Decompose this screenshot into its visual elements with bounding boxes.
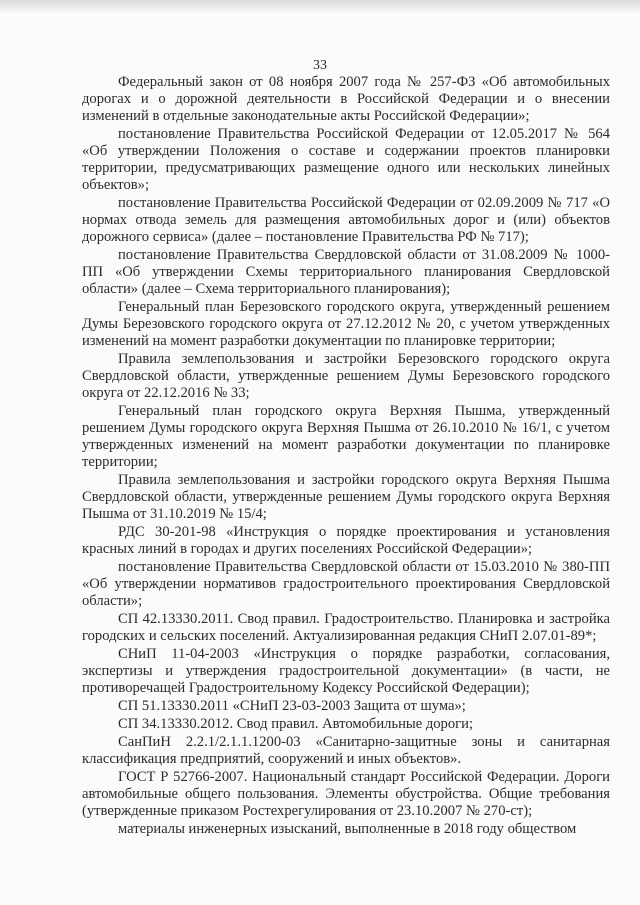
page-number: 33 [313,58,327,73]
paragraph: СНиП 11-04-2003 «Инструкция о порядке разработки, согласования, экспертизы и утверждения градостроительной документации» (в части, не противоречащей Градостроительному Кодексу Российской Федерации); [82,646,610,696]
paragraph: Генеральный план Березовского городского округа, утвержденный решением Думы Березовского городского округа от 27.12.2012 № 20, с учетом утвержденных изменений на момент разработки документации по планировке территории; [82,299,610,349]
paragraph: постановление Правительства Российской Федерации от 12.05.2017 № 564 «Об утверждении Положения о составе и содержании проектов планировки территории, предусматривающих размещение одного или нескольких линейных объектов»; [82,126,610,193]
paragraph: Правила землепользования и застройки городского округа Верхняя Пышма Свердловской области, утвержденные решением Думы городского округа Верхняя Пышма от 31.10.2019 № 15/4; [82,472,610,522]
paragraph: СП 34.13330.2012. Свод правил. Автомобильные дороги; [118,716,474,732]
paragraph: Генеральный план городского округа Верхняя Пышма, утвержденный решением Думы городского округа Верхняя Пышма от 26.10.2010 № 16/1, с учетом утвержденных изменений на момент разработки документации по планировке территории; [82,403,610,470]
paragraph: СП 42.13330.2011. Свод правил. Градостроительство. Планировка и застройка городских и сельских поселений. Актуализированная редакция СНиП 2.07.01-89*; [82,611,610,644]
paragraph: СП 51.13330.2011 «СНиП 23-03-2003 Защита от шума»; [118,698,466,714]
paragraph: ГОСТ Р 52766-2007. Национальный стандарт Российской Федерации. Дороги автомобильные общего пользования. Элементы обустройства. Общие требования (утвержденные приказом Ростехрегулирования от 23.10.2007 № 270-ст); [82,769,610,819]
paragraph: материалы инженерных изысканий, выполненные в 2018 году обществом [118,821,577,837]
scan-edge-shadow [0,0,640,14]
document-body [82,74,610,839]
paragraph: постановление Правительства Свердловской области от 15.03.2010 № 380-ПП «Об утверждении нормативов градостроительного проектирования Свердловской области»; [82,559,610,609]
paragraph: постановление Правительства Российской Федерации от 02.09.2009 № 717 «О нормах отвода земель для размещения автомобильных дорог и (или) объектов дорожного сервиса» (далее – постановление Правительства РФ № 717); [82,195,610,245]
paragraph: Федеральный закон от 08 ноября 2007 года № 257-ФЗ «Об автомобильных дорогах и о дорожной деятельности в Российской Федерации и о внесении изменений в отдельные законодательные акты Российской Федерации»; [82,74,610,124]
paragraph: Правила землепользования и застройки Березовского городского округа Свердловской области, утвержденные решением Думы Березовского городского округа от 22.12.2016 № 33; [82,351,610,401]
paragraph: СанПиН 2.2.1/2.1.1.1200-03 «Санитарно-защитные зоны и санитарная классификация предприятий, сооружений и иных объектов». [82,734,610,767]
paragraph: постановление Правительства Свердловской области от 31.08.2009 № 1000-ПП «Об утверждении Схемы территориального планирования Свердловской области» (далее – Схема территориального планирования); [82,247,610,297]
paragraph: РДС 30-201-98 «Инструкция о порядке проектирования и установления красных линий в городах и других поселениях Российской Федерации»; [82,524,610,557]
